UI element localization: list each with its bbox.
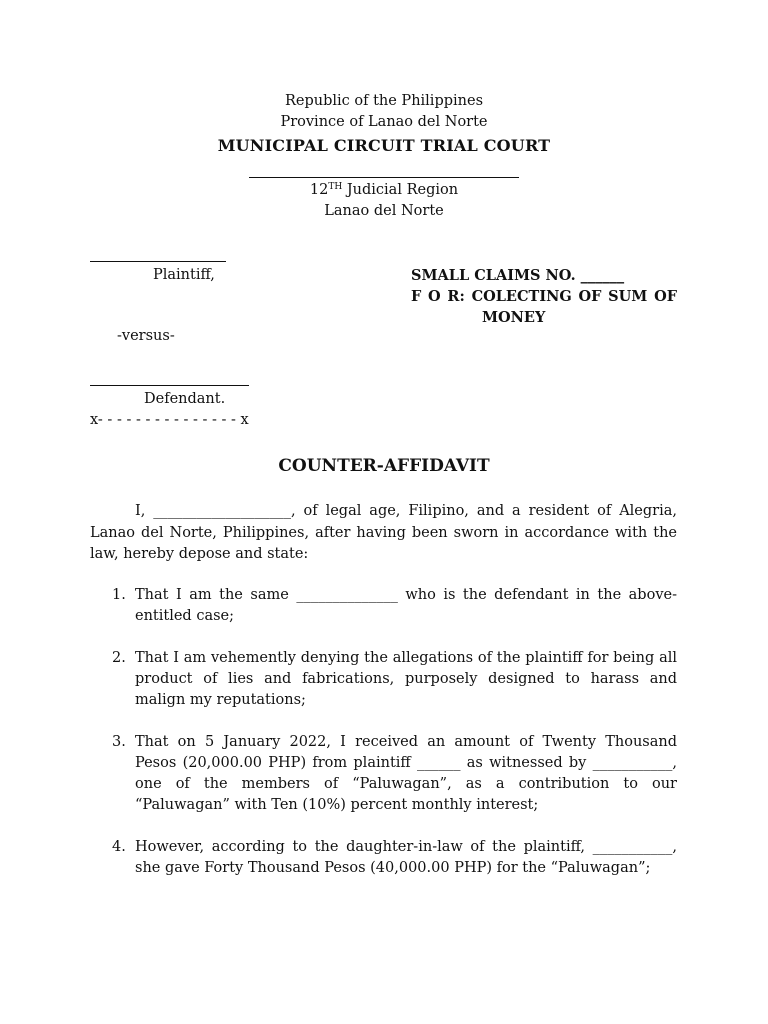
caption-separator: x- - - - - - - - - - - - - - - x bbox=[90, 412, 249, 428]
item-line: Pesos (20,000.00 PHP) from plaintiff ______ as witnessed by ___________, bbox=[135, 755, 677, 771]
list-item bbox=[135, 732, 677, 816]
case-nature-line1: F O R: COLECTING OF SUM OF bbox=[411, 288, 677, 305]
versus-label: -versus- bbox=[117, 328, 175, 344]
header-location: Lanao del Norte bbox=[324, 203, 444, 219]
intro-line: I, ___________________, of legal age, Filipino, and a resident of Alegria, bbox=[135, 503, 677, 519]
court-name: MUNICIPAL CIRCUIT TRIAL COURT bbox=[217, 136, 551, 155]
item-line: “Paluwagan” with Ten (10%) percent monthly interest; bbox=[135, 797, 539, 813]
judicial-region bbox=[0, 182, 768, 198]
plaintiff-label: Plaintiff, bbox=[153, 267, 215, 283]
list-item bbox=[135, 837, 677, 879]
plaintiff-blank-line bbox=[90, 261, 226, 262]
item-line: one of the members of “Paluwagan”, as a contribution to our bbox=[135, 776, 677, 792]
region-text: Judicial Region bbox=[342, 182, 459, 198]
intro-line: Lanao del Norte, Philippines, after having been sworn in accordance with the bbox=[90, 524, 677, 541]
defendant-label: Defendant. bbox=[144, 391, 226, 407]
item-line: she gave Forty Thousand Pesos (40,000.00 PHP) for the “Paluwagan”; bbox=[135, 860, 651, 876]
header-province: Province of Lanao del Norte bbox=[280, 114, 488, 130]
item-line: That I am the same ______________ who is the defendant in the above- bbox=[135, 587, 677, 603]
intro-line: law, hereby depose and state: bbox=[90, 546, 309, 562]
item-line: However, according to the daughter-in-law of the plaintiff, ___________, bbox=[135, 839, 677, 855]
item-line: That I am vehemently denying the allegations of the plaintiff for being all bbox=[135, 650, 677, 666]
item-line: malign my reputations; bbox=[135, 692, 306, 708]
item-number: 4. bbox=[112, 839, 126, 855]
item-number: 1. bbox=[112, 587, 126, 603]
document-title: COUNTER-AFFIDAVIT bbox=[278, 456, 490, 476]
item-line: That on 5 January 2022, I received an amount of Twenty Thousand bbox=[135, 734, 677, 750]
header-rule bbox=[249, 177, 519, 178]
list-item bbox=[135, 585, 677, 627]
region-number: 12 bbox=[309, 182, 329, 198]
list-item bbox=[135, 648, 677, 711]
item-number: 2. bbox=[112, 650, 126, 666]
header-republic: Republic of the Philippines bbox=[284, 93, 484, 109]
case-number: SMALL CLAIMS NO. ______ bbox=[411, 267, 625, 284]
item-number: 3. bbox=[112, 734, 126, 750]
intro-paragraph bbox=[90, 501, 677, 566]
case-nature-line2: MONEY bbox=[482, 309, 546, 326]
defendant-blank-line bbox=[90, 385, 249, 386]
region-superscript: TH bbox=[328, 182, 343, 192]
item-line: product of lies and fabrications, purposely designed to harass and bbox=[135, 671, 677, 687]
item-line: entitled case; bbox=[135, 608, 234, 624]
